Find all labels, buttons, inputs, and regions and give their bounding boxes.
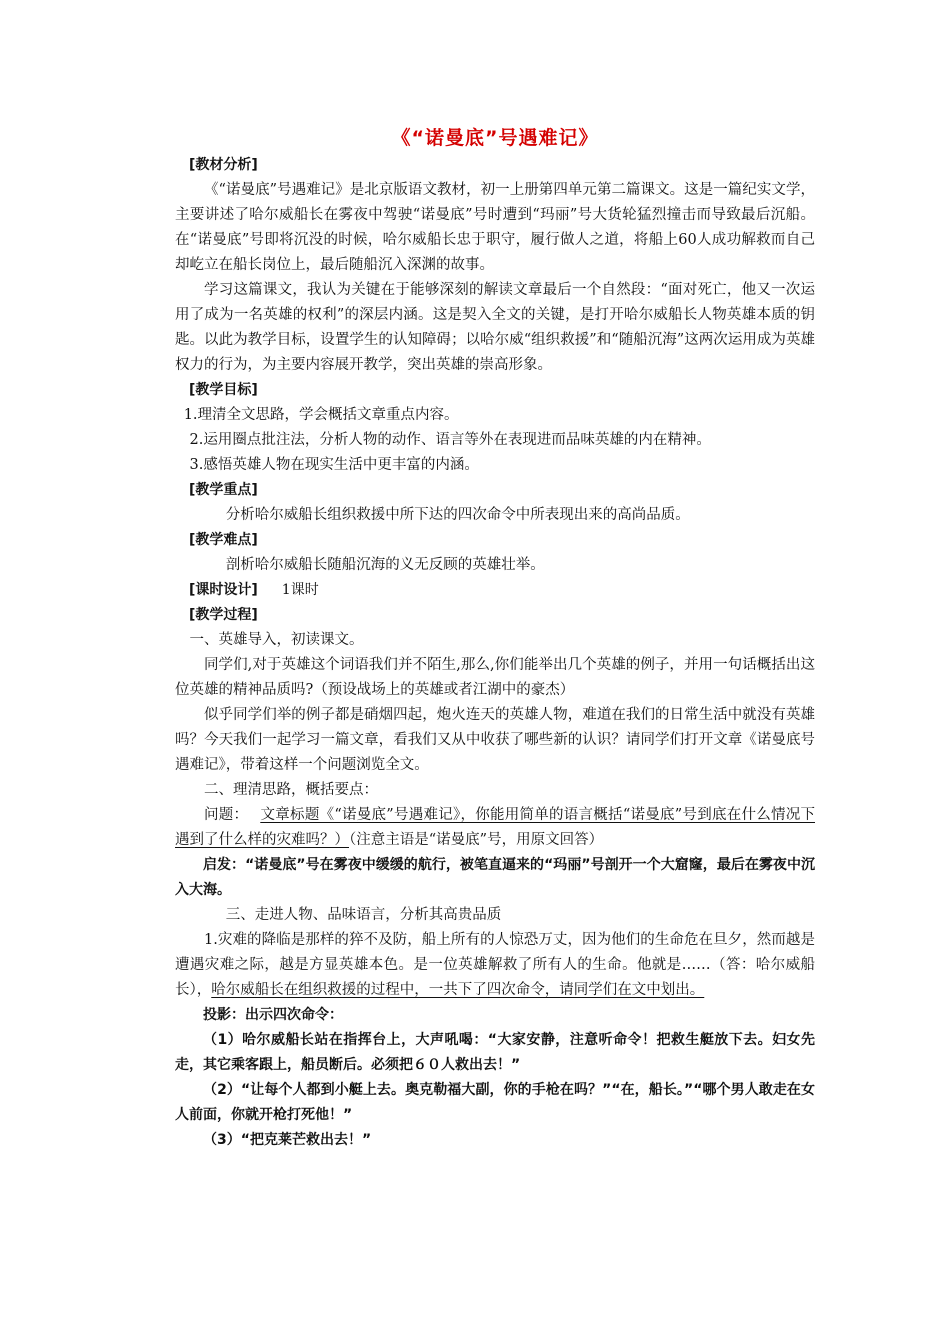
goal-item-3: 3.感悟英雄人物在现实生活中更丰富的内涵。 bbox=[189, 457, 479, 473]
step1-paragraph-2: 似乎同学们举的例子都是硝烟四起，炮火连天的英雄人物，难道在我们的日常生活中就没有英雄吗？今天我们一起学习一篇文章，看我们又从中收获了哪些新的认识？请同学们打开文章《诺曼底号遇难记》，带着这样一个问题浏览全文。 bbox=[175, 707, 815, 773]
question-paragraph bbox=[175, 803, 815, 853]
section-heading-goals: [教学目标] bbox=[189, 382, 258, 398]
process-step-1: 一、英雄导入，初读课文。 bbox=[189, 632, 364, 648]
order-2: （2）“让每个人都到小艇上去。奥克勒福大副，你的手枪在吗？”“在，船长。”“哪个男人敢走在女人前面，你就开枪打死他！” bbox=[175, 1082, 815, 1123]
step3-underlined-text: 哈尔威船长在组织救援的过程中，一共下了四次命令，请同学们在文中划出。 bbox=[211, 982, 705, 998]
analysis-paragraph-1: 《“诺曼底”号遇难记》是北京版语文教材，初一上册第四单元第二篇课文。这是一篇纪实文学，主要讲述了哈尔威船长在雾夜中驾驶“诺曼底”号时遭到“玛丽”号大货轮猛烈撞击而导致最后沉船。在“诺曼底”号即将沉没的时候，哈尔威船长忠于职守，履行做人之道，将船上60人成功解救而自己却屹立在船长岗位上，最后随船沉入深渊的故事。 bbox=[175, 182, 815, 273]
order-3: （3）“把克莱芒救出去！” bbox=[203, 1132, 372, 1148]
document-title: 《“诺曼底”号遇难记》 bbox=[391, 127, 599, 149]
question-text: 文章标题《“诺曼底”号遇难记》，你能用简单的语言概括“诺曼底”号到底在什么情况下遇到了什么样的灾难吗？） bbox=[175, 807, 815, 848]
step3-paragraph-1 bbox=[175, 928, 815, 1003]
question-note: （注意主语是“诺曼底”号，用原文回答） bbox=[349, 832, 604, 848]
process-step-3: 三、走进人物、品味语言，分析其高贵品质 bbox=[225, 907, 502, 923]
process-step-2: 二、理清思路，概括要点： bbox=[204, 782, 378, 798]
projection-label: 投影：出示四次命令： bbox=[203, 1007, 343, 1023]
hours-value: 1课时 bbox=[281, 582, 319, 598]
goal-item-1: 1.理清全文思路，学会概括文章重点内容。 bbox=[183, 407, 459, 423]
difficulties-text: 剖析哈尔威船长随船沉海的义无反顾的英雄壮举。 bbox=[225, 557, 545, 573]
section-heading-difficulties: [教学难点] bbox=[189, 532, 258, 548]
step1-paragraph-1: 同学们,对于英雄这个词语我们并不陌生,那么,你们能举出几个英雄的例子，并用一句话概括出这位英雄的精神品质吗?（预设战场上的英雄或者江湖中的豪杰） bbox=[175, 657, 815, 698]
document-page bbox=[175, 120, 815, 1153]
analysis-paragraph-2: 学习这篇课文，我认为关键在于能够深刻的解读文章最后一个自然段：“面对死亡，他又一次运用了成为一名英雄的权利”的深层内涵。这是契入全文的关键，是打开哈尔威船长人物英雄本质的钥匙。以此为教学目标，设置学生的认知障碍；以哈尔威“组织救援”和“随船沉海”这两次运用成为英雄权力的行为，为主要内容展开教学，突出英雄的崇高形象。 bbox=[175, 282, 815, 373]
step3-text: 1.灾难的降临是那样的猝不及防，船上所有的人惊恐万丈，因为他们的生命危在旦夕，然而越是遭遇灾难之际，越是方显英雄本色。是一位英雄解救了所有人的生命。他就是……（答：哈尔威船长）， bbox=[175, 932, 815, 998]
section-heading-analysis: [教材分析] bbox=[189, 157, 258, 173]
question-label: 问题： bbox=[204, 807, 249, 823]
key-points-text: 分析哈尔威船长组织救援中所下达的四次命令中所表现出来的高尚品质。 bbox=[225, 507, 690, 523]
order-1: （1）哈尔威船长站在指挥台上，大声吼喝：“大家安静，注意听命令！把救生艇放下去。妇女先走，其它乘客跟上，船员断后。必须把６０人救出去！” bbox=[175, 1032, 815, 1073]
section-heading-key-points: [教学重点] bbox=[189, 482, 258, 498]
section-heading-hours bbox=[175, 578, 815, 603]
hint-paragraph: 启发：“诺曼底”号在雾夜中缓缓的航行，被笔直逼来的“玛丽”号剖开一个大窟窿，最后在雾夜中沉入大海。 bbox=[175, 857, 815, 898]
section-heading-process: [教学过程] bbox=[189, 607, 258, 623]
hours-label: [课时设计] bbox=[189, 582, 258, 598]
goal-item-2: 2.运用圈点批注法，分析人物的动作、语言等外在表现进而品味英雄的内在精神。 bbox=[189, 432, 711, 448]
